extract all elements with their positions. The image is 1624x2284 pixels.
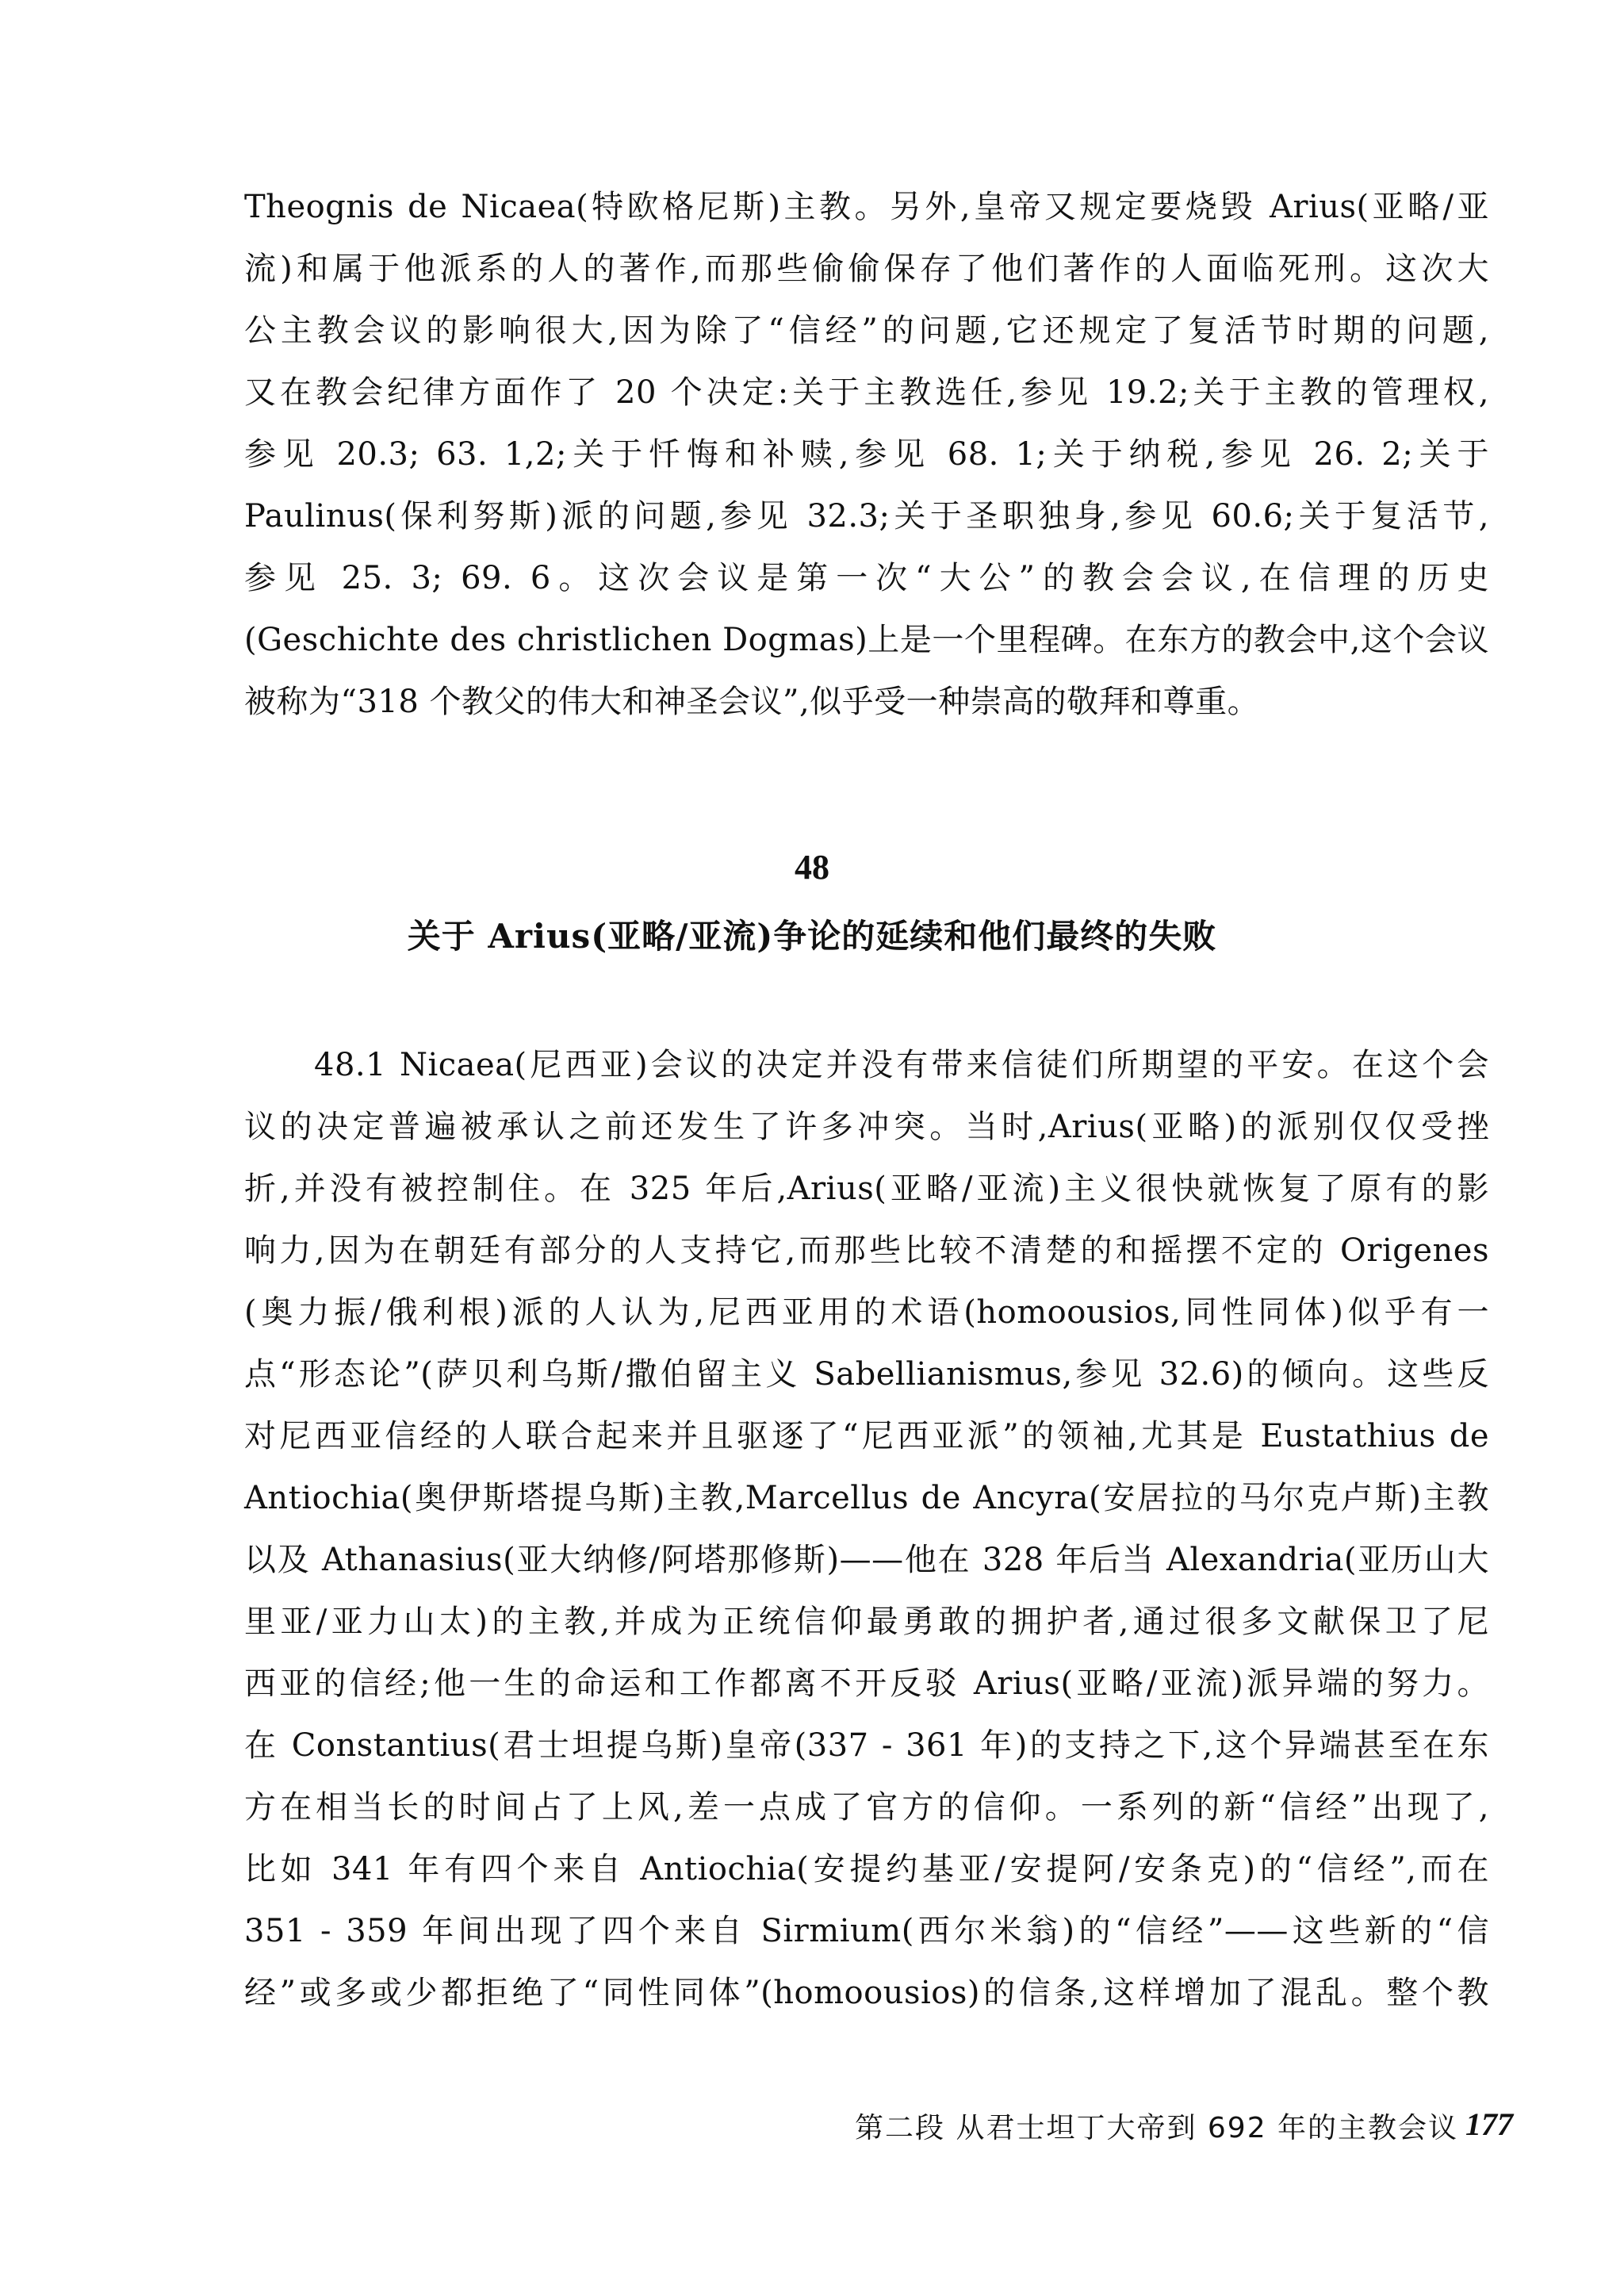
text-line: 被称为“318 个教父的伟大和神圣会议”,似乎受一种崇高的敬拜和尊重。	[244, 684, 1260, 720]
text-line: 以及 Athanasius(亚大纳修/阿塔那修斯)——他在 328 年后当 Alexandria(亚历山大	[244, 1542, 1489, 1578]
text-line: 折,并没有被控制住。在 325 年后,Arius(亚略/亚流)主义很快就恢复了原有的影	[244, 1171, 1489, 1207]
text-line: 公主教会议的影响很大,因为除了“信经”的问题,它还规定了复活节时期的问题,	[244, 312, 1489, 349]
section-title: 关于 Arius(亚略/亚流)争论的延续和他们最终的失败	[407, 917, 1217, 956]
text-line: 48.1 Nicaea(尼西亚)会议的决定并没有带来信徒们所期望的平安。在这个会	[314, 1047, 1489, 1083]
text-line: 西亚的信经;他一生的命运和工作都离不开反驳 Arius(亚略/亚流)派异端的努力。	[244, 1665, 1489, 1702]
text-line: 方在相当长的时间占了上风,差一点成了官方的信仰。一系列的新“信经”出现了,	[244, 1789, 1489, 1826]
text-line: (Geschichte des christlichen Dogmas)上是一个里程碑。在东方的教会中,这个会议	[244, 622, 1489, 658]
text-line: 参见 20.3; 63. 1,2;关于忏悔和补赎,参见 68. 1;关于纳税,参见 26. 2;关于	[244, 436, 1489, 473]
text-line: 流)和属于他派系的人的著作,而那些偷偷保存了他们著作的人面临死刑。这次大	[244, 251, 1489, 287]
paragraph-48-1	[244, 1034, 1489, 2024]
text-line: 对尼西亚信经的人联合起来并且驱逐了“尼西亚派”的领袖,尤其是 Eustathius de	[244, 1418, 1489, 1454]
text-line: Theognis de Nicaea(特欧格尼斯)主教。另外,皇帝又规定要烧毁 Arius(亚略/亚	[244, 189, 1489, 225]
paragraph-continuation	[244, 176, 1489, 733]
running-head: 第二段 从君士坦丁大帝到 692 年的主教会议	[855, 2112, 1459, 2144]
text-line: 经”或多或少都拒绝了“同性同体”(homoousios)的信条,这样增加了混乱。整个教	[244, 1975, 1489, 2011]
text-line: 参见 25. 3; 69. 6。这次会议是第一次“大公”的教会会议,在信理的历史	[244, 560, 1489, 596]
text-line: 议的决定普遍被承认之前还发生了许多冲突。当时,Arius(亚略)的派别仅仅受挫	[244, 1109, 1489, 1145]
text-line: 响力,因为在朝廷有部分的人支持它,而那些比较不清楚的和摇摆不定的 Origenes	[244, 1232, 1489, 1269]
text-line: 又在教会纪律方面作了 20 个决定:关于主教选任,参见 19.2;关于主教的管理权,	[244, 374, 1489, 411]
page-number: 177	[1465, 2106, 1513, 2142]
text-line: 里亚/亚力山太)的主教,并成为正统信仰最勇敢的拥护者,通过很多文献保卫了尼	[244, 1604, 1489, 1640]
page-footer	[855, 2106, 1513, 2146]
text-line: Antiochia(奥伊斯塔提乌斯)主教,Marcellus de Ancyra(安居拉的马尔克卢斯)主教	[244, 1480, 1489, 1516]
text-line: Paulinus(保利努斯)派的问题,参见 32.3;关于圣职独身,参见 60.6;关于复活节,	[244, 498, 1489, 535]
text-line: 比如 341 年有四个来自 Antiochia(安提约基亚/安提阿/安条克)的“信经”,而在	[244, 1851, 1489, 1887]
text-line: 351 - 359 年间出现了四个来自 Sirmium(西尔米翁)的“信经”——这些新的“信	[244, 1913, 1489, 1949]
text-line: 在 Constantius(君士坦提乌斯)皇帝(337 - 361 年)的支持之下,这个异端甚至在东	[244, 1727, 1489, 1764]
section-number: 48	[795, 848, 829, 887]
text-line: (奥力振/俄利根)派的人认为,尼西亚用的术语(homoousios,同性同体)似乎有一	[244, 1294, 1489, 1331]
text-line: 点“形态论”(萨贝利乌斯/撒伯留主义 Sabellianismus,参见 32.6)的倾向。这些反	[244, 1356, 1489, 1393]
